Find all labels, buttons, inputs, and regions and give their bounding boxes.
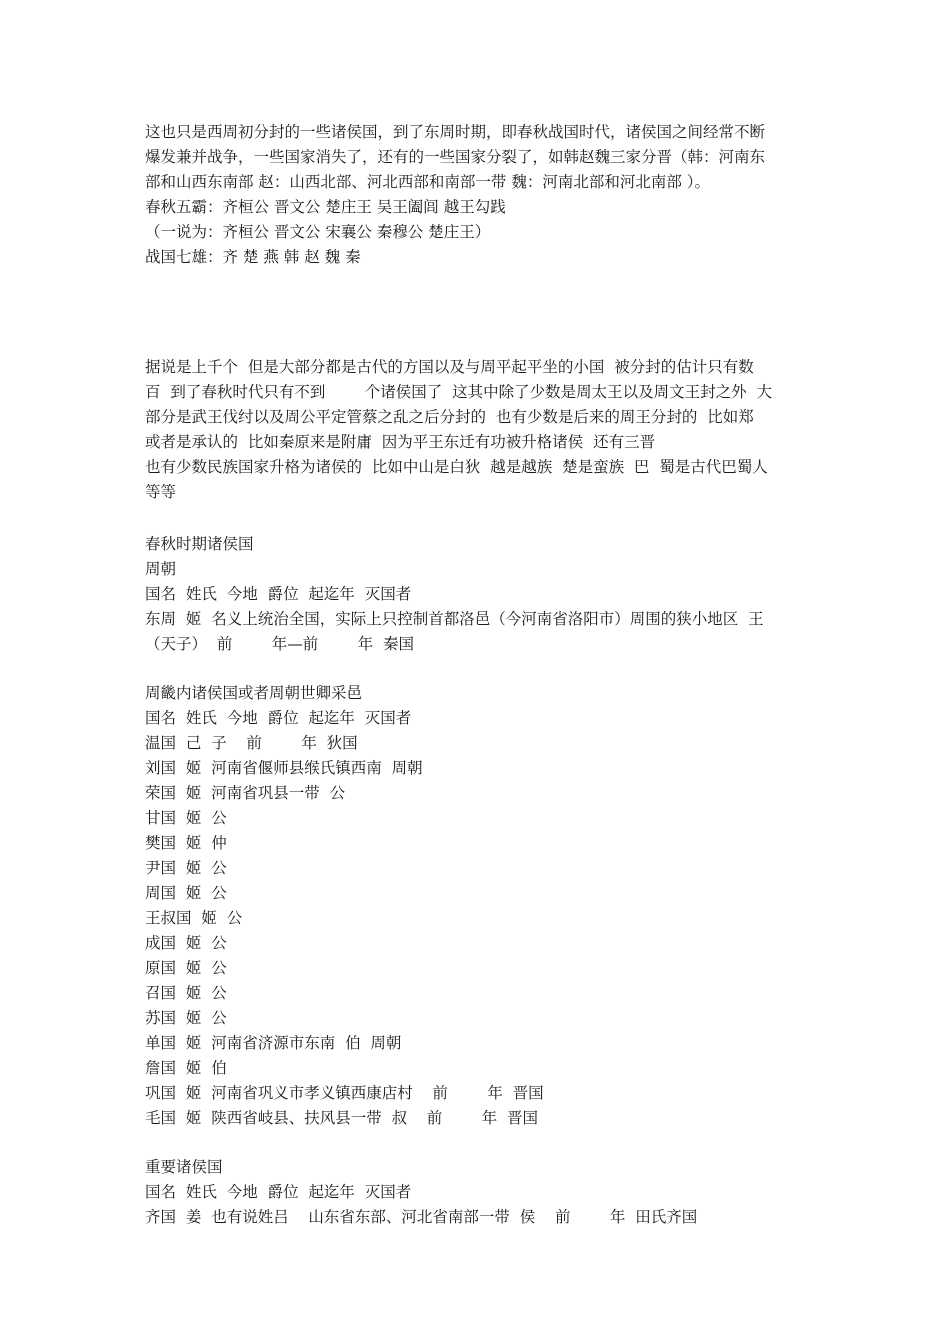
text-line: 这也只是西周初分封的一些诸侯国，到了东周时期，即春秋战国时代，诸侯国之间经常不断 <box>145 123 766 141</box>
table-header: 国名 姓氏 今地 爵位 起迄年 灭国者 <box>145 709 412 727</box>
intro-section <box>145 120 817 270</box>
table-row: 东周 姬 名义上统治全国，实际上只控制首都洛邑（今河南省洛阳市）周围的狭小地区 王 <box>145 610 764 628</box>
table-row: 齐国 姜 也有说姓吕 山东省东部、河北省南部一带 侯 前 年 田氏齐国 <box>145 1208 698 1226</box>
table-header: 国名 姓氏 今地 爵位 起迄年 灭国者 <box>145 585 412 603</box>
table-row: 巩国 姬 河南省巩义市孝义镇西康店村 前 年 晋国 <box>145 1084 544 1102</box>
table-row: 周国 姬 公 <box>145 884 227 902</box>
zhongyao-section <box>145 1155 817 1230</box>
table-row: 刘国 姬 河南省偃师县缑氏镇西南 周朝 <box>145 759 423 777</box>
paragraph-section <box>145 355 817 505</box>
table-row: 毛国 姬 陕西省岐县、扶风县一带 叔 前 年 晋国 <box>145 1109 539 1127</box>
text-line: 部和山西东南部 赵：山西北部、河北西部和南部一带 魏：河南北部和河北南部 ）。 <box>145 173 711 191</box>
table-row: 单国 姬 河南省济源市东南 伯 周朝 <box>145 1034 402 1052</box>
text-line: 爆发兼并战争，一些国家消失了，还有的一些国家分裂了，如韩赵魏三家分晋（韩：河南东 <box>145 148 766 166</box>
text-line: 据说是上千个 但是大部分都是古代的方国以及与周平起平坐的小国 被分封的估计只有数 <box>145 358 754 376</box>
jinei-section <box>145 681 817 1131</box>
table-row: 樊国 姬 仲 <box>145 834 227 852</box>
text-line: 或者是承认的 比如秦原来是附庸 因为平王东迁有功被升格诸侯 还有三晋 <box>145 433 656 451</box>
table-row: 荣国 姬 河南省巩县一带 公 <box>145 784 346 802</box>
text-line: （一说为：齐桓公 晋文公 宋襄公 秦穆公 楚庄王） <box>145 223 491 241</box>
text-line: 战国七雄：齐 楚 燕 韩 赵 魏 秦 <box>145 248 361 266</box>
text-line: 春秋五霸：齐桓公 晋文公 楚庄王 吴王阖闾 越王勾践 <box>145 198 506 216</box>
table-row: 王叔国 姬 公 <box>145 909 243 927</box>
section-heading: 春秋时期诸侯国 <box>145 535 254 553</box>
table-row: （天子） 前 年—前 年 秦国 <box>145 635 415 653</box>
text-line: 等等 <box>145 483 177 501</box>
text-line: 百 到了春秋时代只有不到 个诸侯国了 这其中除了少数是周太王以及周文王封之外 大 <box>145 383 772 401</box>
table-header: 国名 姓氏 今地 爵位 起迄年 灭国者 <box>145 1183 412 1201</box>
table-row: 成国 姬 公 <box>145 934 227 952</box>
section-heading: 周畿内诸侯国或者周朝世卿采邑 <box>145 684 363 702</box>
text-line: 部分是武王伐纣以及周公平定管蔡之乱之后分封的 也有少数是后来的周王分封的 比如郑 <box>145 408 754 426</box>
zhou-section <box>145 532 817 657</box>
table-row: 甘国 姬 公 <box>145 809 227 827</box>
table-row: 温国 己 子 前 年 狄国 <box>145 734 358 752</box>
section-heading: 重要诸侯国 <box>145 1158 223 1176</box>
table-row: 詹国 姬 伯 <box>145 1059 227 1077</box>
table-row: 尹国 姬 公 <box>145 859 227 877</box>
text-line: 也有少数民族国家升格为诸侯的 比如中山是白狄 越是越族 楚是蛮族 巴 蜀是古代巴蜀人 <box>145 458 768 476</box>
subheading: 周朝 <box>145 560 177 578</box>
table-row: 苏国 姬 公 <box>145 1009 227 1027</box>
table-row: 召国 姬 公 <box>145 984 227 1002</box>
table-row: 原国 姬 公 <box>145 959 227 977</box>
